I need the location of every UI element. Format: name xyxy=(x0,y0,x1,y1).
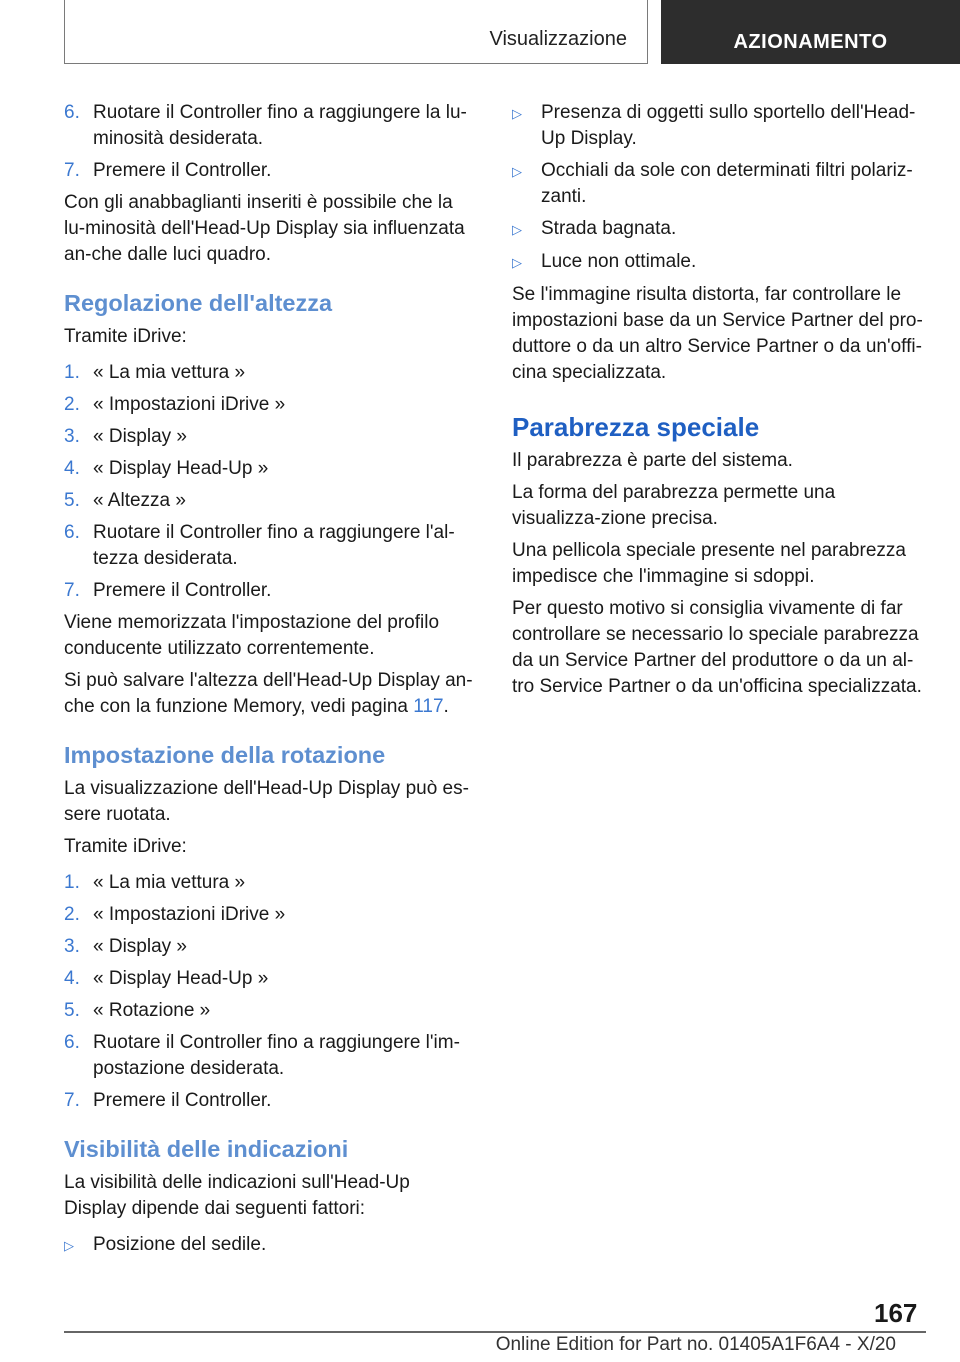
triangle-right-icon: ▷ xyxy=(512,222,522,237)
step-text: « Display » xyxy=(93,936,187,957)
step-number: 2. xyxy=(64,904,80,925)
step-text: Ruotare il Controller fino a raggiungere la lu-minosità desiderata. xyxy=(93,102,467,149)
paragraph xyxy=(64,668,476,720)
bullet-text: Strada bagnata. xyxy=(541,218,677,239)
step-number: 3. xyxy=(64,936,80,957)
paragraph: Con gli anabbaglianti inseriti è possibile che la lu-minosità dell'Head-Up Display sia influenzata an-che dalle luci quadro. xyxy=(64,192,465,265)
list-item xyxy=(64,902,476,928)
bullet-text: Presenza di oggetti sullo sportello dell'Head-Up Display. xyxy=(541,102,916,149)
list-item xyxy=(64,966,476,992)
page-reference-link[interactable]: 117 xyxy=(413,696,444,717)
step-number: 6. xyxy=(64,522,80,543)
right-column xyxy=(512,100,926,706)
list-item xyxy=(512,158,926,210)
step-text: « Impostazioni iDrive » xyxy=(93,394,286,415)
header-chapter-tab: AZIONAMENTO xyxy=(661,0,960,64)
step-text: Ruotare il Controller fino a raggiungere l'al-tezza desiderata. xyxy=(93,522,455,569)
triangle-right-icon: ▷ xyxy=(512,255,522,270)
header-frame xyxy=(64,0,648,64)
list-item xyxy=(64,360,476,386)
step-number: 5. xyxy=(64,490,80,511)
paragraph-end: . xyxy=(443,696,449,717)
list-item xyxy=(512,249,926,276)
header-section-title: Visualizzazione xyxy=(489,28,627,50)
paragraph: La visualizzazione dell'Head-Up Display può es-sere ruotata. xyxy=(64,778,469,825)
paragraph: La visibilità delle indicazioni sull'Head-Up Display dipende dai seguenti fattori: xyxy=(64,1172,410,1219)
list-item xyxy=(64,488,476,514)
paragraph: Il parabrezza è parte del sistema. xyxy=(512,450,793,471)
step-number: 2. xyxy=(64,394,80,415)
list-item xyxy=(64,578,476,604)
paragraph: Viene memorizzata l'impostazione del profilo conducente utilizzato correntemente. xyxy=(64,612,440,659)
step-text: « Altezza » xyxy=(93,490,186,511)
step-number: 5. xyxy=(64,1000,80,1021)
list-item xyxy=(512,216,926,243)
list-item xyxy=(64,1088,476,1114)
left-column xyxy=(64,100,476,1265)
triangle-right-icon: ▷ xyxy=(512,164,522,179)
list-item xyxy=(64,1232,476,1259)
list-item xyxy=(512,100,926,152)
step-number: 4. xyxy=(64,968,80,989)
triangle-right-icon: ▷ xyxy=(64,1238,74,1253)
step-number: 7. xyxy=(64,1090,80,1111)
section-heading-visibility: Visibilità delle indicazioni xyxy=(64,1136,349,1162)
step-text: Premere il Controller. xyxy=(93,160,272,181)
triangle-right-icon: ▷ xyxy=(512,106,522,121)
step-text: « Display Head-Up » xyxy=(93,968,269,989)
paragraph: La forma del parabrezza permette una visualizza-zione precisa. xyxy=(512,482,836,529)
step-text: « La mia vettura » xyxy=(93,872,246,893)
step-number: 3. xyxy=(64,426,80,447)
section-heading-windshield: Parabrezza speciale xyxy=(512,412,760,442)
step-text: « Rotazione » xyxy=(93,1000,211,1021)
paragraph-text: Si può salvare l'altezza dell'Head-Up Display an-che con la funzione Memory, vedi pagina xyxy=(64,670,473,717)
list-item xyxy=(64,998,476,1024)
step-number: 1. xyxy=(64,362,80,383)
step-number: 7. xyxy=(64,160,80,181)
list-item xyxy=(64,100,476,152)
step-text: Premere il Controller. xyxy=(93,580,272,601)
bullet-text: Luce non ottimale. xyxy=(541,251,697,272)
list-item xyxy=(64,158,476,184)
list-item xyxy=(64,424,476,450)
footer-rule xyxy=(64,1331,926,1333)
step-text: Ruotare il Controller fino a raggiungere l'im-postazione desiderata. xyxy=(93,1032,460,1079)
bullet-text: Occhiali da sole con determinati filtri polariz-zanti. xyxy=(541,160,913,207)
step-number: 4. xyxy=(64,458,80,479)
step-number: 6. xyxy=(64,102,80,123)
list-item xyxy=(64,1030,476,1082)
list-item xyxy=(64,392,476,418)
step-number: 7. xyxy=(64,580,80,601)
step-number: 1. xyxy=(64,872,80,893)
step-text: « Display Head-Up » xyxy=(93,458,269,479)
bullet-text: Posizione del sedile. xyxy=(93,1234,267,1255)
list-item xyxy=(64,520,476,572)
step-text: Premere il Controller. xyxy=(93,1090,272,1111)
footer-edition: Online Edition for Part no. 01405A1F6A4 - X/20 xyxy=(495,1334,896,1355)
list-item xyxy=(64,870,476,896)
step-text: « Impostazioni iDrive » xyxy=(93,904,286,925)
paragraph: Per questo motivo si consiglia vivamente di far controllare se necessario lo speciale parabrezza da un Service Partner del produttore o da un al-tro Service Partner o da un'officina specializzata. xyxy=(512,598,922,697)
paragraph: Tramite iDrive: xyxy=(64,836,187,857)
paragraph: Tramite iDrive: xyxy=(64,326,187,347)
step-number: 6. xyxy=(64,1032,80,1053)
list-item xyxy=(64,456,476,482)
step-text: « La mia vettura » xyxy=(93,362,246,383)
page-number: 167 xyxy=(874,1298,918,1328)
paragraph: Una pellicola speciale presente nel parabrezza impedisce che l'immagine si sdoppi. xyxy=(512,540,906,587)
list-item xyxy=(64,934,476,960)
step-text: « Display » xyxy=(93,426,187,447)
section-heading-height: Regolazione dell'altezza xyxy=(64,290,333,316)
section-heading-rotation: Impostazione della rotazione xyxy=(64,742,386,768)
paragraph: Se l'immagine risulta distorta, far controllare le impostazioni base da un Service Partner del pro-duttore o da un altro Service Partner o da un'offi-cina specializzata. xyxy=(512,284,923,383)
